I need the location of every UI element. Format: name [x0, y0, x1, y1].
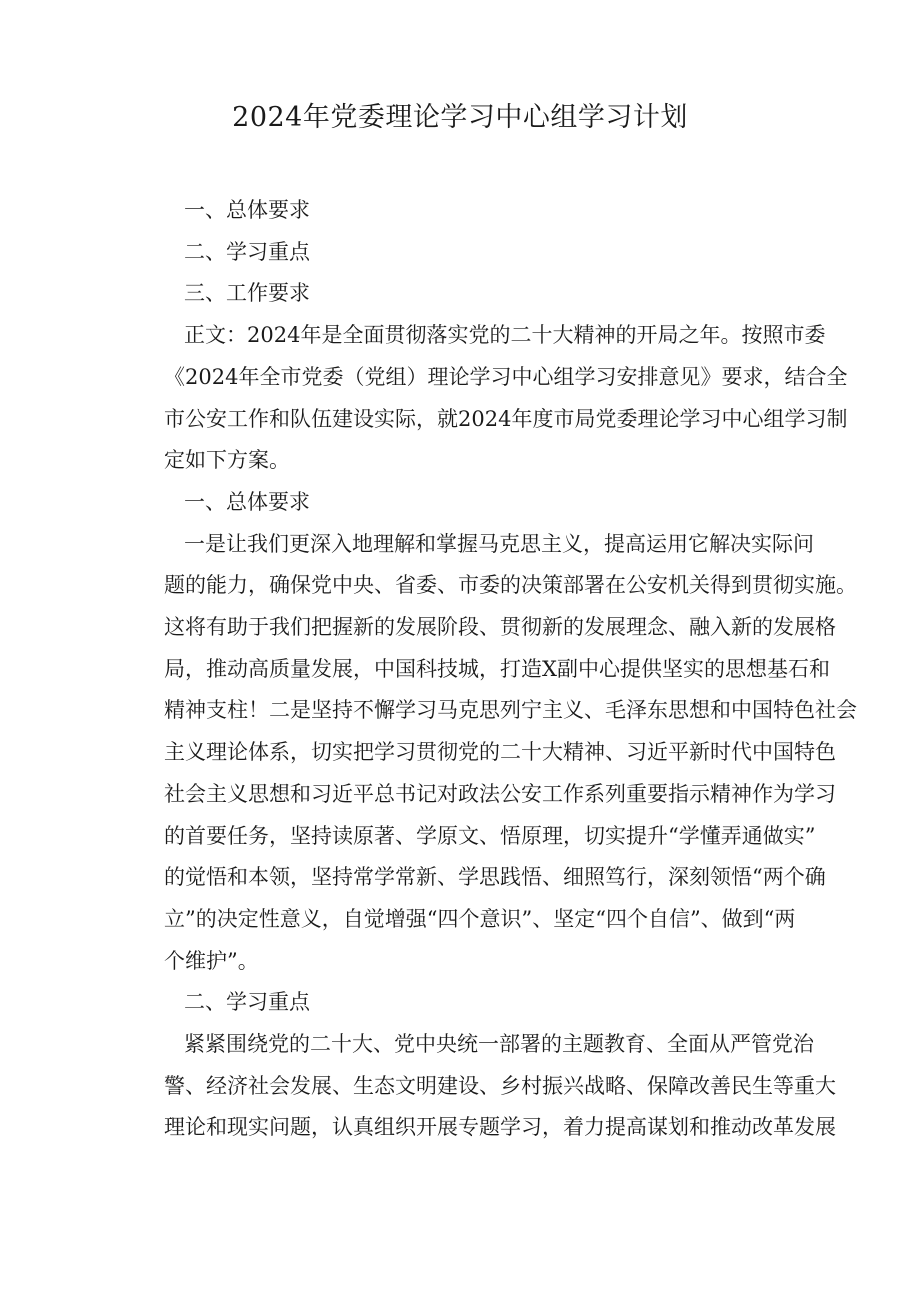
section-1-line: 局，推动高质量发展，中国科技城，打造X副中心提供坚实的思想基石和	[164, 656, 830, 681]
section-1-line: 题的能力，确保党中央、省委、市委的决策部署在公安机关得到贯彻实施。	[164, 573, 857, 598]
section-1-line: 精神支柱！二是坚持不懈学习马克思列宁主义、毛泽东思想和中国特色社会	[164, 698, 857, 723]
section-1-line: 立”的决定性意义，自觉增强“四个意识”、坚定“四个自信”、做到“两	[164, 906, 796, 931]
section-2-heading: 二、学习重点	[184, 990, 310, 1015]
section-1-heading: 一、总体要求	[184, 489, 310, 514]
intro-line: 定如下方案。	[164, 448, 290, 473]
intro-line: 正文：2024年是全面贯彻落实党的二十大精神的开局之年。按照市委	[184, 323, 826, 348]
document-body	[164, 190, 857, 1149]
section-1-line: 的觉悟和本领，坚持常学常新、学思践悟、细照笃行，深刻领悟“两个确	[164, 865, 826, 890]
intro-line: 市公安工作和队伍建设实际，就2024年度市局党委理论学习中心组学习制	[164, 406, 848, 431]
section-1-line: 个维护”。	[164, 948, 259, 973]
outline-item-1: 一、总体要求	[184, 198, 310, 222]
section-1-line: 这将有助于我们把握新的发展阶段、贯彻新的发展理念、融入新的发展格	[164, 615, 836, 640]
section-2-line: 理论和现实问题，认真组织开展专题学习，着力提高谋划和推动改革发展	[164, 1115, 836, 1140]
section-1-line: 一是让我们更深入地理解和掌握马克思主义，提高运用它解决实际问	[184, 531, 814, 556]
section-2-paragraph	[164, 1024, 836, 1149]
section-1-paragraph	[164, 524, 857, 983]
section-2-line: 警、经济社会发展、生态文明建设、乡村振兴战略、保障改善民生等重大	[164, 1073, 836, 1098]
outline-item-2: 二、学习重点	[184, 239, 310, 264]
section-1-line: 社会主义思想和习近平总书记对政法公安工作系列重要指示精神作为学习	[164, 781, 836, 806]
intro-paragraph	[164, 315, 848, 482]
document-title: 2024年党委理论学习中心组学习计划	[232, 102, 688, 133]
intro-line: 《2024年全市党委（党组）理论学习中心组学习安排意见》要求，结合全	[164, 364, 848, 389]
outline-item-3: 三、工作要求	[184, 281, 310, 306]
section-2-line: 紧紧围绕党的二十大、党中央统一部署的主题教育、全面从严管党治	[184, 1032, 814, 1057]
section-1-line: 主义理论体系，切实把学习贯彻党的二十大精神、习近平新时代中国特色	[164, 740, 836, 765]
section-1-line: 的首要任务，坚持读原著、学原文、悟原理，切实提升“学懂弄通做实”	[164, 823, 816, 848]
